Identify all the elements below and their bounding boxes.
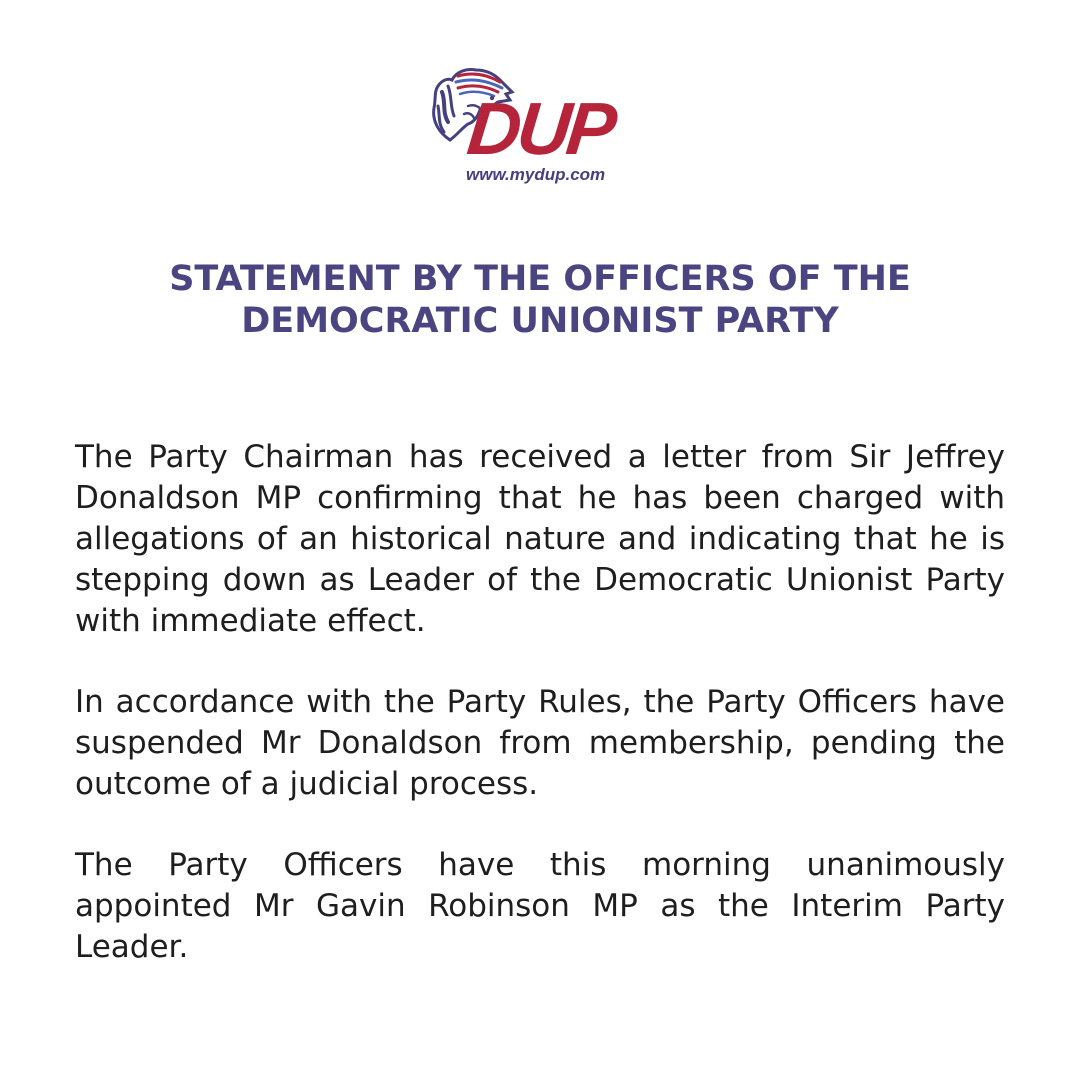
dup-logo bbox=[428, 62, 638, 187]
paragraph-1: The Party Chairman has received a letter from Sir Jeffrey Donaldson MP confirming that he has been charged with allegations of an historical nature and indicating that he is stepping down as Leader of the Democratic Unionist Party with immediate effect. bbox=[75, 439, 1005, 639]
logo-wordmark: DUP bbox=[463, 87, 617, 170]
title-line-2: DEMOCRATIC UNIONIST PARTY bbox=[241, 301, 839, 341]
title-line-1: STATEMENT BY THE OFFICERS OF THE bbox=[169, 259, 911, 299]
logo-url: www.mydup.com bbox=[466, 165, 606, 184]
paragraph-2: In accordance with the Party Rules, the Party Officers have suspended Mr Donaldson from membership, pending the outcome of a judicial process. bbox=[75, 684, 1005, 802]
statement-title bbox=[90, 258, 990, 342]
paragraph-3: The Party Officers have this morning unanimously appointed Mr Gavin Robinson MP as the Interim Party Leader. bbox=[75, 847, 1005, 965]
